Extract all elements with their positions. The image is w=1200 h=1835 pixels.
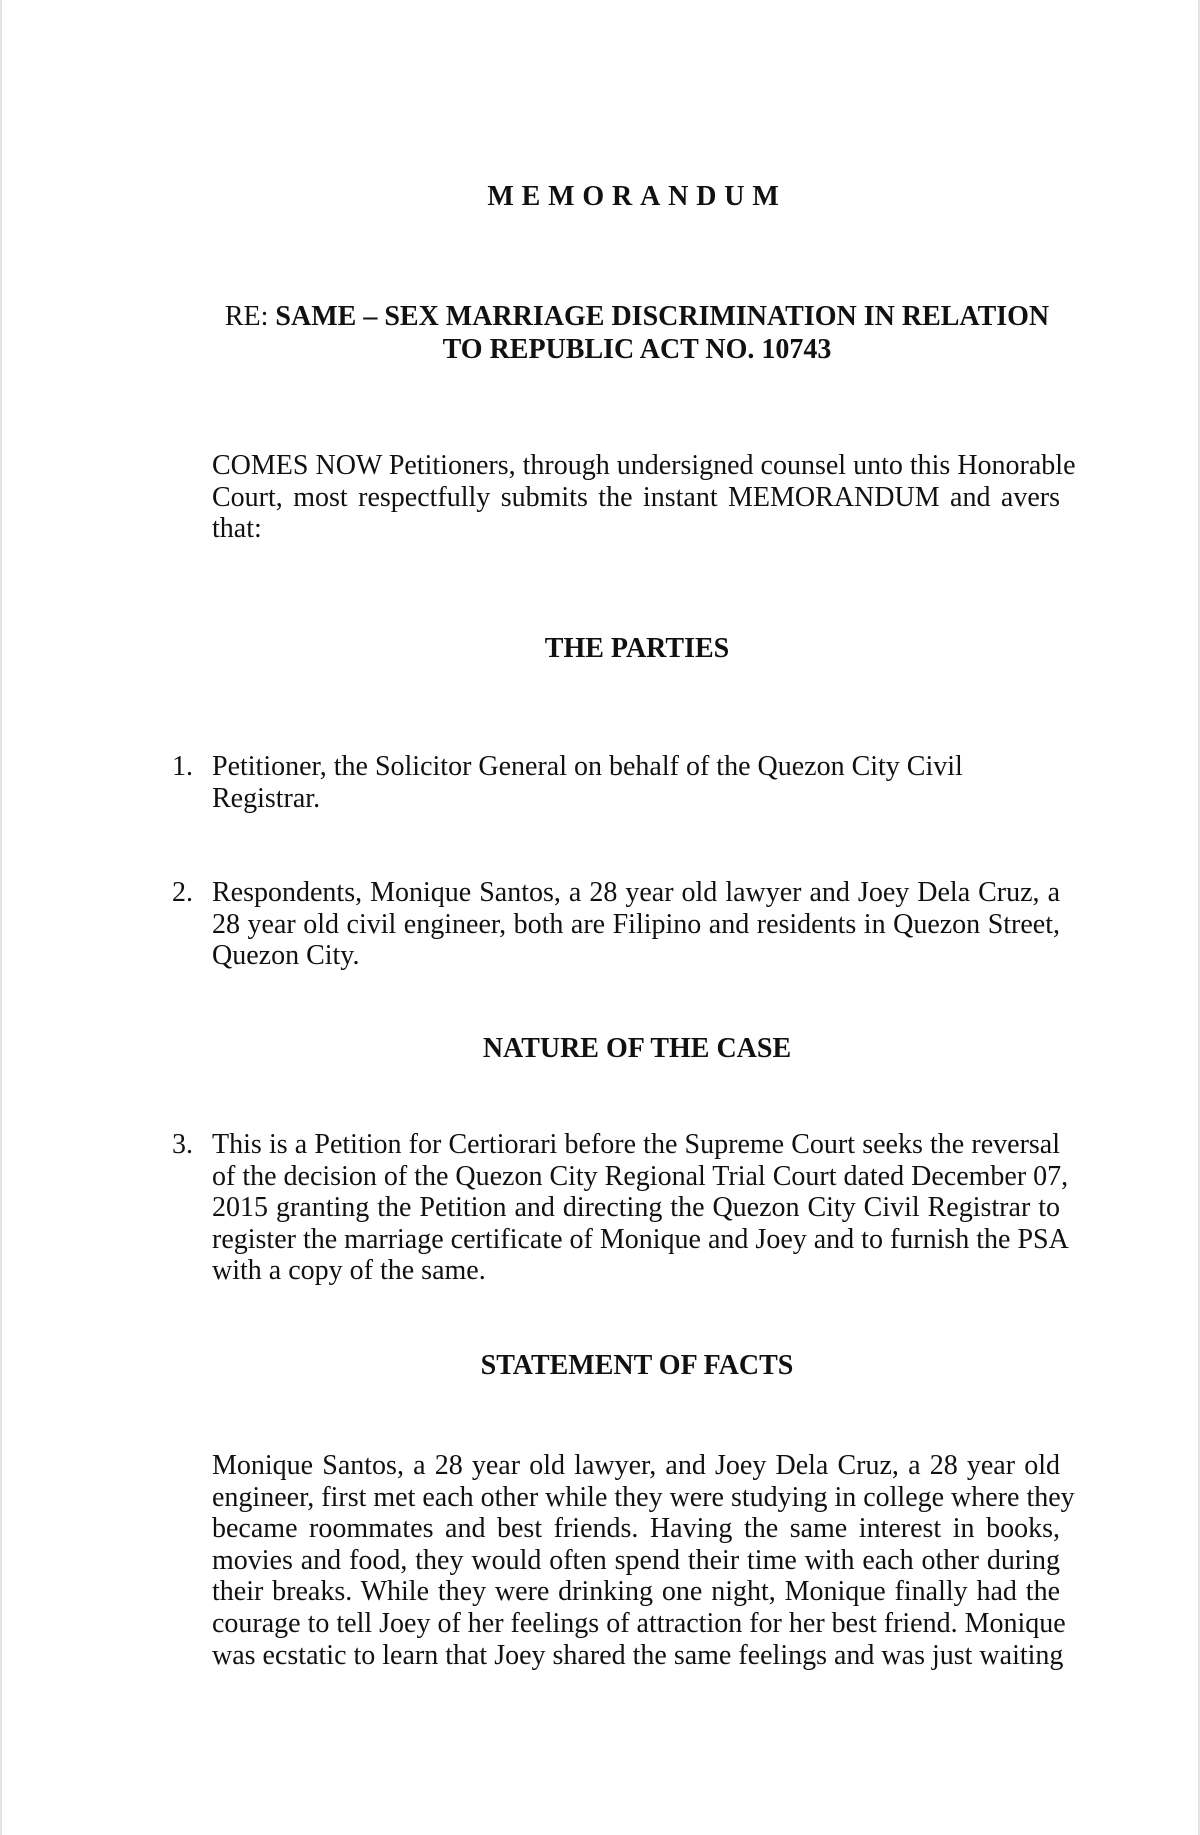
item-2-line: 28 year old civil engineer, both are Filipino and residents in Quezon Street, (212, 908, 1060, 940)
intro-line: Court, most respectfully submits the instant MEMORANDUM and avers (212, 481, 1060, 513)
item-3-number: 3. (172, 1129, 193, 1160)
item-1-number: 1. (172, 751, 193, 782)
item-1-line: Registrar. (212, 782, 321, 814)
facts-paragraph (212, 1450, 1075, 1671)
heading-nature-of-the-case: NATURE OF THE CASE (482, 1033, 792, 1064)
item-2-number: 2. (172, 877, 193, 908)
facts-line: courage to tell Joey of her feelings of attraction for her best friend. Monique (212, 1607, 1066, 1639)
page-edge-left (0, 0, 2, 1835)
re-subject-line-1: SAME – SEX MARRIAGE DISCRIMINATION IN RELATION (275, 301, 1050, 332)
intro-line: that: (212, 513, 262, 545)
item-3-line: This is a Petition for Certiorari before the Supreme Court seeks the reversal (212, 1129, 1060, 1160)
re-line-1 (212, 300, 1062, 334)
heading-statement-of-facts: STATEMENT OF FACTS (480, 1350, 794, 1381)
item-3-line: with a copy of the same. (212, 1255, 486, 1287)
item-1-paragraph (212, 751, 1060, 814)
item-2-line: Quezon City. (212, 940, 360, 972)
item-2-line: Respondents, Monique Santos, a 28 year old lawyer and Joey Dela Cruz, a (212, 877, 1060, 908)
facts-line: engineer, first met each other while they were studying in college where they (212, 1481, 1075, 1513)
facts-line: movies and food, they would often spend their time with each other during (212, 1544, 1060, 1576)
re-label: RE: (224, 301, 269, 332)
item-3-line: register the marriage certificate of Monique and Joey and to furnish the PSA (212, 1223, 1069, 1255)
item-1-line: Petitioner, the Solicitor General on behalf of the Quezon City Civil (212, 751, 963, 782)
facts-line: was ecstatic to learn that Joey shared the same feelings and was just waiting (212, 1639, 1064, 1671)
intro-line: COMES NOW Petitioners, through undersigned counsel unto this Honorable (212, 450, 1076, 481)
memo-title: MEMORANDUM (487, 181, 787, 212)
item-2-paragraph (212, 877, 1060, 972)
facts-line: became roommates and best friends. Having the same interest in books, (212, 1513, 1060, 1545)
facts-line: their breaks. While they were drinking one night, Monique finally had the (212, 1576, 1060, 1608)
item-3-paragraph (212, 1129, 1069, 1287)
heading-the-parties: THE PARTIES (544, 633, 730, 664)
facts-line: Monique Santos, a 28 year old lawyer, and Joey Dela Cruz, a 28 year old (212, 1450, 1060, 1481)
intro-paragraph (212, 450, 1076, 545)
re-subject-line-2: TO REPUBLIC ACT NO. 10743 (442, 334, 832, 365)
item-3-line: of the decision of the Quezon City Regional Trial Court dated December 07, (212, 1160, 1069, 1192)
item-3-line: 2015 granting the Petition and directing the Quezon City Civil Registrar to (212, 1192, 1060, 1224)
